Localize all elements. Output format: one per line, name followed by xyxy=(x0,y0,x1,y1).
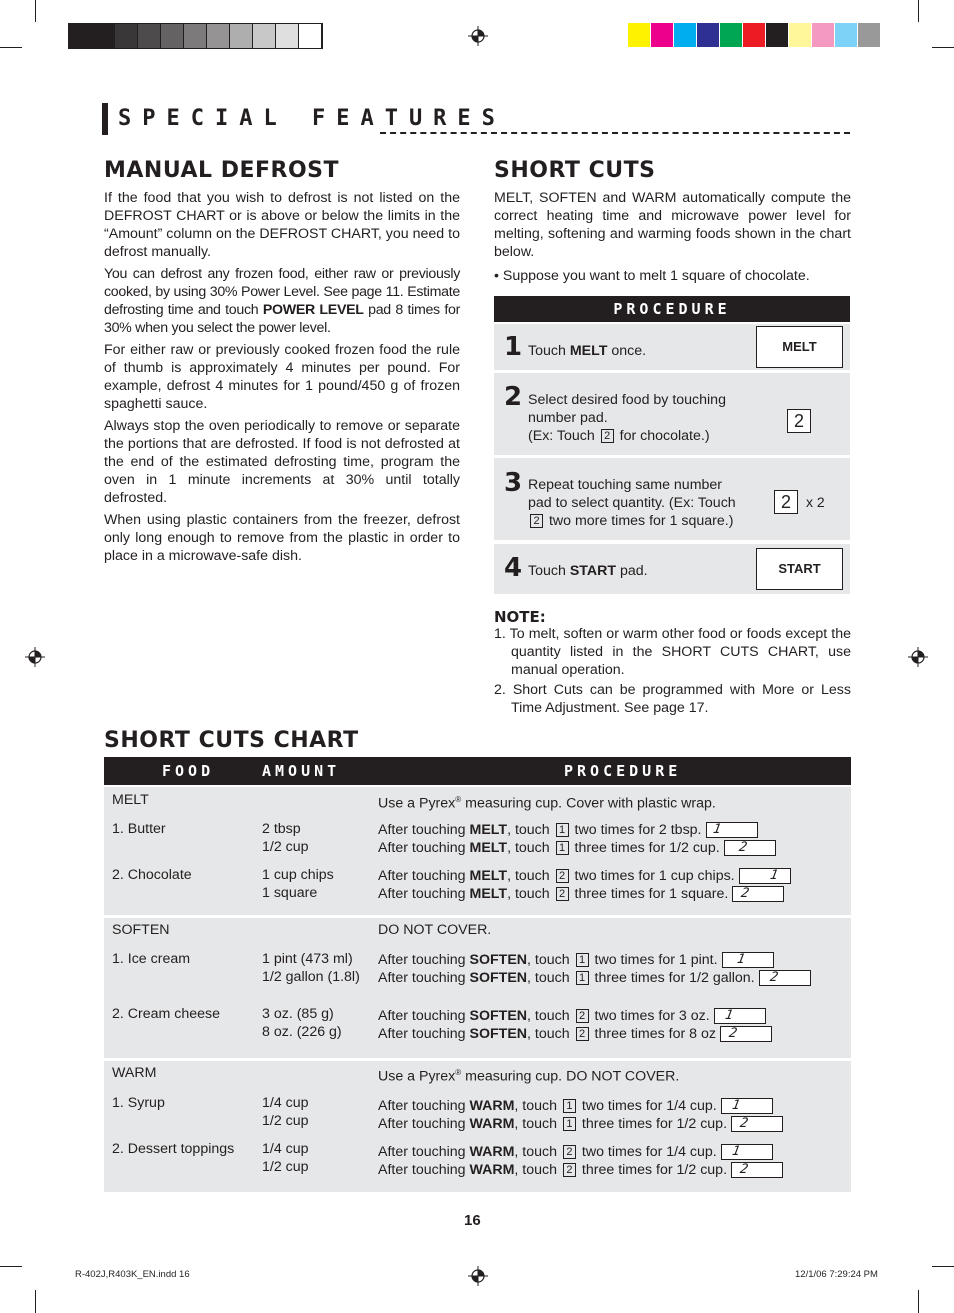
color-swatch xyxy=(92,24,115,48)
header-food: FOOD xyxy=(162,762,215,780)
food-item: 1. Ice cream xyxy=(112,951,191,967)
registration-mark-icon xyxy=(468,26,488,46)
number-key: 2 xyxy=(576,1027,589,1041)
chart-section-soften xyxy=(104,918,851,1058)
procedure-note xyxy=(378,1064,679,1086)
bullet-text: • Suppose you want to melt 1 square of chocolate. xyxy=(494,268,810,284)
procedure xyxy=(378,1097,783,1133)
color-swatch xyxy=(628,23,651,47)
display-readout: 1 xyxy=(721,1144,773,1160)
step-number: 2 xyxy=(504,382,523,412)
registration-mark-icon xyxy=(468,1266,488,1286)
text: measuring cup. Cover with plastic wrap. xyxy=(461,795,716,812)
text: number pad. xyxy=(528,410,608,426)
number-key: 2 xyxy=(556,869,569,883)
color-swatch xyxy=(835,23,858,47)
page-number: 16 xyxy=(464,1212,481,1229)
procedure-note: DO NOT COVER. xyxy=(378,922,492,938)
procedure-step-1 xyxy=(494,324,850,370)
food-category: WARM xyxy=(112,1065,157,1081)
color-swatch xyxy=(253,24,276,48)
step-text xyxy=(528,391,726,445)
color-swatch xyxy=(743,23,766,47)
text: Touch xyxy=(528,343,570,359)
text: 1/2 cup xyxy=(262,1113,309,1129)
step-number: 4 xyxy=(504,553,523,583)
food-category: SOFTEN xyxy=(112,922,170,938)
melt-label: MELT xyxy=(569,343,608,359)
crop-mark xyxy=(918,1290,919,1313)
procedure xyxy=(378,867,791,903)
number-key: 1 xyxy=(563,1117,576,1131)
registration-mark-icon xyxy=(25,647,45,667)
text: Use a Pyrex xyxy=(378,795,456,812)
number-pad-key[interactable]: 2 xyxy=(787,409,811,433)
color-swatch xyxy=(651,23,674,47)
registered-mark: ® xyxy=(455,795,462,804)
display-readout: 2 xyxy=(720,1026,772,1042)
color-swatch xyxy=(184,24,207,48)
short-cuts-chart-title: SHORT CUTS CHART xyxy=(104,728,359,753)
text: 1/2 cup xyxy=(262,839,309,855)
manual-defrost-title: MANUAL DEFROST xyxy=(104,158,340,183)
footer-timestamp: 12/1/06 7:29:24 PM xyxy=(795,1269,878,1280)
paragraph: If the food that you wish to defrost is not listed on the DEFROST CHART or is above or below the limits in the “Amount” column on the DEFROST CHART, you need to defrost manually. xyxy=(104,190,460,260)
crop-mark xyxy=(0,1266,22,1267)
procedure-line: After touching WARM, touch 1 two times for 1/4 cup. 1 xyxy=(378,1097,783,1115)
note-2: 2. Short Cuts can be programmed with More or Less Time Adjustment. See page 17. xyxy=(494,682,851,716)
color-swatch xyxy=(299,24,322,48)
amount xyxy=(262,950,360,986)
text: pad. xyxy=(616,563,648,579)
text: 1/2 gallon (1.8l) xyxy=(262,969,360,985)
text: (Ex: Touch xyxy=(528,428,599,444)
number-key: 1 xyxy=(576,953,589,967)
amount xyxy=(262,820,309,856)
food-item: 2. Chocolate xyxy=(112,867,192,883)
text: Select desired food by touching xyxy=(528,392,726,408)
manual-defrost-section xyxy=(104,158,460,569)
registration-mark-icon xyxy=(908,647,928,667)
color-swatch xyxy=(789,23,812,47)
step-number: 3 xyxy=(504,468,523,498)
color-swatch xyxy=(207,24,230,48)
crop-mark xyxy=(0,47,22,48)
number-key: 2 xyxy=(576,1009,589,1023)
text: two more times for 1 square.) xyxy=(545,513,734,529)
number-key: 2 xyxy=(556,887,569,901)
dashed-rule xyxy=(380,132,850,134)
display-readout: 2 xyxy=(759,970,811,986)
color-swatch xyxy=(115,24,138,48)
step-text xyxy=(528,476,736,530)
color-swatch xyxy=(674,23,697,47)
color-swatch xyxy=(812,23,835,47)
amount xyxy=(262,1094,309,1130)
start-label: START xyxy=(569,563,617,579)
text: 1/4 cup xyxy=(262,1141,309,1157)
display-readout: 2 xyxy=(731,1162,783,1178)
text: Touch xyxy=(528,563,570,579)
short-cuts-title: SHORT CUTS xyxy=(494,158,656,183)
crop-mark xyxy=(932,47,954,48)
number-key: 1 xyxy=(576,971,589,985)
procedure-line: After touching WARM, touch 2 three times for 1/2 cup. 2 xyxy=(378,1161,783,1179)
section-title: SPECIAL FEATURES xyxy=(118,106,506,131)
step-text xyxy=(528,562,648,580)
procedure xyxy=(378,821,776,857)
crop-mark xyxy=(35,1290,36,1313)
color-swatch xyxy=(720,23,743,47)
display-readout: 1 xyxy=(739,868,791,884)
paragraph: MELT, SOFTEN and WARM automatically compute the correct heating time and microwave power level for melting, softening and warming foods shown in the chart below. xyxy=(494,190,851,260)
food-item: 2. Cream cheese xyxy=(112,1006,221,1022)
text xyxy=(528,427,726,445)
paragraph: When using plastic containers from the freezer, defrost only long enough to remove from the plastic in order to place in a microwave-safe dish. xyxy=(104,512,460,564)
text: measuring cup. DO NOT COVER. xyxy=(461,1068,680,1085)
procedure-line: After touching SOFTEN, touch 1 two times for 1 pint. 1 xyxy=(378,951,811,969)
amount xyxy=(262,1140,309,1176)
header-amount: AMOUNT xyxy=(262,762,341,780)
text: 1 pint (473 ml) xyxy=(262,951,353,967)
display-readout: 1 xyxy=(722,952,774,968)
short-cuts-section xyxy=(494,158,851,289)
color-swatch xyxy=(161,24,184,48)
number-key: 2 xyxy=(563,1163,576,1177)
food-item: 1. Syrup xyxy=(112,1095,165,1111)
food-item: 2. Dessert toppings xyxy=(112,1141,235,1157)
procedure xyxy=(378,1007,772,1043)
step-number: 1 xyxy=(504,332,523,362)
paragraph xyxy=(104,265,460,337)
text: 1 cup chips xyxy=(262,867,334,883)
crop-mark xyxy=(918,0,919,22)
procedure-step-3 xyxy=(494,458,850,540)
procedure-line: After touching WARM, touch 2 two times for 1/4 cup. 1 xyxy=(378,1143,783,1161)
color-swatch xyxy=(69,24,92,48)
food-item: 1. Butter xyxy=(112,821,166,837)
display-readout: 1 xyxy=(706,822,758,838)
text: Use a Pyrex xyxy=(378,1068,456,1085)
number-key: 1 xyxy=(556,841,569,855)
number-key: 2 xyxy=(563,1145,576,1159)
text: pad 8 times for 30% when you select the power level. xyxy=(104,302,460,336)
paragraph: Always stop the oven periodically to remove or separate the portions that are defrosted. If food is not defrosted at the end of the estimated defrosting time, program the oven in 1 minute increments at 30% until totally defrosted. xyxy=(104,418,460,506)
color-swatch xyxy=(276,24,299,48)
registered-mark: ® xyxy=(455,1068,462,1077)
color-swatch xyxy=(697,23,720,47)
color-swatch xyxy=(766,23,789,47)
color-swatch xyxy=(858,23,881,47)
color-swatch xyxy=(230,24,253,48)
amount xyxy=(262,866,334,902)
text: 2 tbsp xyxy=(262,821,301,837)
display-readout: 1 xyxy=(721,1098,773,1114)
procedure-line: After touching SOFTEN, touch 1 three times for 1/2 gallon. 2 xyxy=(378,969,811,987)
header-procedure: PROCEDURE xyxy=(564,762,682,780)
chart-section-melt xyxy=(104,787,851,915)
procedure-note xyxy=(378,791,716,813)
number-key: 1 xyxy=(556,823,569,837)
text: for chocolate.) xyxy=(615,428,710,444)
text: 1/2 cup xyxy=(262,1159,309,1175)
crop-mark xyxy=(35,0,36,22)
amount xyxy=(262,1005,342,1041)
number-key: 2 xyxy=(530,514,543,528)
procedure xyxy=(378,951,811,987)
procedure-line: After touching SOFTEN, touch 2 two times for 3 oz. 1 xyxy=(378,1007,772,1025)
display-readout: 2 xyxy=(732,886,784,902)
note-1: 1. To melt, soften or warm other food or foods except the quantity listed in the SHORT CUTS CHART, use manual operation. xyxy=(494,626,851,678)
color-swatch xyxy=(138,24,161,48)
text: 3 oz. (85 g) xyxy=(262,1006,334,1022)
procedure-line: After touching MELT, touch 1 three times for 1/2 cup. 2 xyxy=(378,839,776,857)
procedure-step-2 xyxy=(494,373,850,455)
number-key: 1 xyxy=(563,1099,576,1113)
display-readout: 1 xyxy=(714,1008,766,1024)
paragraph: For either raw or previously cooked frozen food the rule of thumb is approximately 4 minutes per pound. For example, defrost 4 minutes for 1 pound/450 g of frozen spaghetti sauce. xyxy=(104,342,460,412)
chart-section-warm xyxy=(104,1061,851,1192)
procedure xyxy=(378,1143,783,1179)
text: once. xyxy=(607,343,647,359)
crop-mark xyxy=(932,1266,954,1267)
procedure-header: PROCEDURE xyxy=(494,296,850,322)
text: 1/4 cup xyxy=(262,1095,309,1111)
display-readout: 2 xyxy=(724,840,776,856)
procedure-line: After touching MELT, touch 1 two times for 2 tbsp. 1 xyxy=(378,821,776,839)
text: pad to select quantity. (Ex: Touch xyxy=(528,495,736,511)
food-category: MELT xyxy=(112,792,149,808)
text: Repeat touching same number xyxy=(528,477,723,493)
footer-file: R-402J,R403K_EN.indd 16 xyxy=(75,1269,190,1280)
procedure-line: After touching MELT, touch 2 two times for 1 cup chips. 1 xyxy=(378,867,791,885)
power-level-label: POWER LEVEL xyxy=(262,302,364,318)
text: 1 square xyxy=(262,885,318,901)
step-text xyxy=(528,342,646,360)
number-pad-key[interactable]: 2 xyxy=(774,490,798,514)
procedure-step-4 xyxy=(494,544,850,594)
procedure-line: After touching SOFTEN, touch 2 three times for 8 oz 2 xyxy=(378,1025,772,1043)
procedure-line: After touching MELT, touch 2 three times for 1 square. 2 xyxy=(378,885,791,903)
number-key: 2 xyxy=(601,429,614,443)
note-title: NOTE: xyxy=(494,608,546,626)
section-bar xyxy=(102,103,108,135)
text xyxy=(528,512,736,530)
chart-header xyxy=(104,757,851,785)
procedure-line: After touching WARM, touch 1 three times for 1/2 cup. 2 xyxy=(378,1115,783,1133)
start-key[interactable]: START xyxy=(756,548,843,590)
display-readout: 2 xyxy=(731,1116,783,1132)
melt-key[interactable]: MELT xyxy=(756,326,843,368)
times-label: x 2 xyxy=(806,494,825,510)
text: 8 oz. (226 g) xyxy=(262,1024,342,1040)
text: You can defrost any frozen food, either raw or previously cooked, by using 30% Power Level. See page 11. Estimate defrosting time and touch xyxy=(104,266,460,318)
process-color-bar xyxy=(628,23,881,47)
gray-color-bar xyxy=(68,23,323,49)
